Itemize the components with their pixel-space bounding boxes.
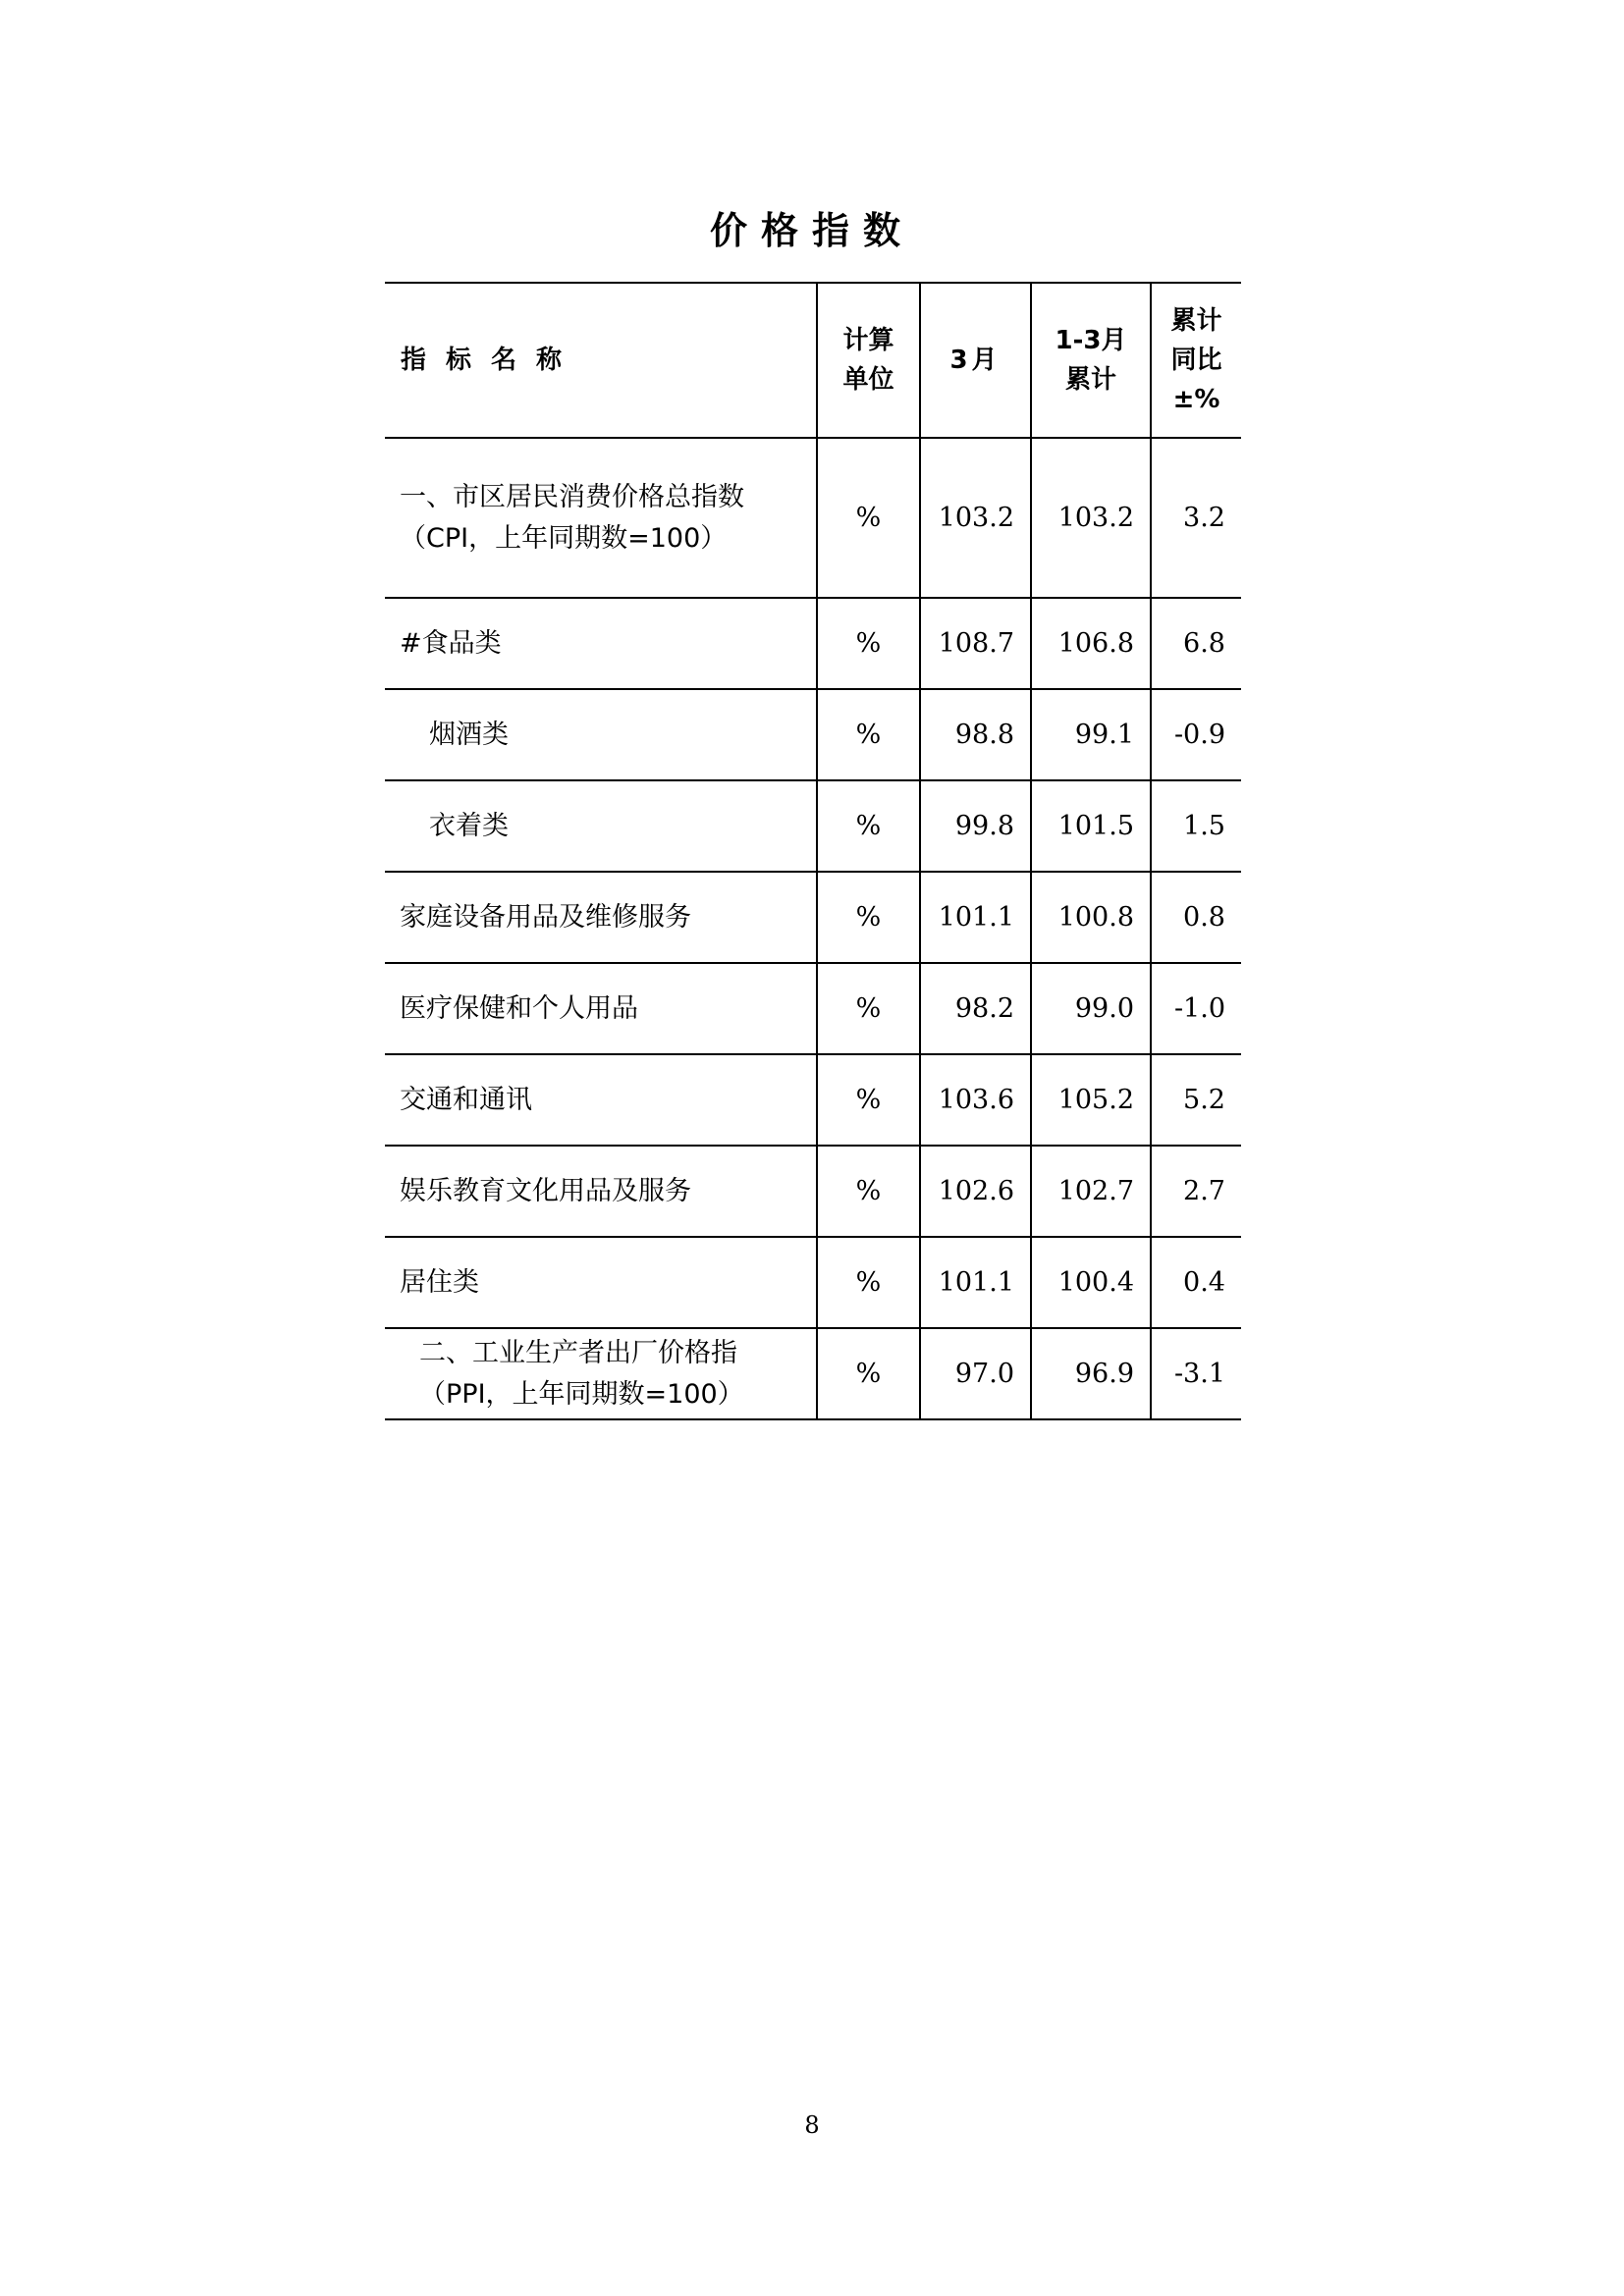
- table-header-row: [385, 283, 1241, 438]
- table-row: [385, 438, 1241, 598]
- row-name: 居住类: [385, 1237, 817, 1328]
- row-cumulative-value: 100.8: [1031, 872, 1151, 963]
- table-row: [385, 872, 1241, 963]
- table-row: [385, 1328, 1241, 1419]
- header-yoy: [1151, 283, 1241, 438]
- row-march-value: 97.0: [920, 1328, 1031, 1419]
- header-march: [920, 283, 1031, 438]
- row-yoy-value: 3.2: [1151, 438, 1241, 598]
- row-unit: %: [817, 1328, 920, 1419]
- row-cumulative-value: 101.5: [1031, 780, 1151, 872]
- row-march-value: 103.6: [920, 1054, 1031, 1146]
- row-yoy-value: 1.5: [1151, 780, 1241, 872]
- row-cumulative-value: 99.1: [1031, 689, 1151, 780]
- header-yoy-line2: 同比: [1170, 346, 1222, 375]
- row-unit: %: [817, 780, 920, 872]
- table-row: [385, 598, 1241, 689]
- row-march-value: 98.2: [920, 963, 1031, 1054]
- row-name-line1: 一、市区居民消费价格总指数: [400, 481, 744, 512]
- row-unit: %: [817, 1054, 920, 1146]
- row-unit: %: [817, 689, 920, 780]
- row-yoy-value: -3.1: [1151, 1328, 1241, 1419]
- row-name: 医疗保健和个人用品: [385, 963, 817, 1054]
- row-cumulative-value: 105.2: [1031, 1054, 1151, 1146]
- row-unit: %: [817, 963, 920, 1054]
- row-cumulative-value: 106.8: [1031, 598, 1151, 689]
- row-cumulative-value: 103.2: [1031, 438, 1151, 598]
- row-unit: %: [817, 438, 920, 598]
- header-cumulative: [1031, 283, 1151, 438]
- row-name-line2: （CPI，上年同期数=100）: [400, 522, 728, 554]
- row-yoy-value: 6.8: [1151, 598, 1241, 689]
- row-march-value: 101.1: [920, 1237, 1031, 1328]
- row-name: 衣着类: [385, 780, 817, 872]
- row-name-line1: 二、工业生产者出厂价格指: [419, 1337, 737, 1368]
- table-row: [385, 963, 1241, 1054]
- row-unit: %: [817, 872, 920, 963]
- table-row: [385, 1237, 1241, 1328]
- row-yoy-value: 0.8: [1151, 872, 1241, 963]
- header-yoy-line3: ±%: [1172, 385, 1220, 414]
- table-row: [385, 1146, 1241, 1237]
- header-cumulative-line1: 1-3月: [1055, 326, 1127, 355]
- row-cumulative-value: 99.0: [1031, 963, 1151, 1054]
- row-march-value: 103.2: [920, 438, 1031, 598]
- header-unit-line2: 单位: [842, 365, 894, 395]
- row-yoy-value: 0.4: [1151, 1237, 1241, 1328]
- row-name: 交通和通讯: [385, 1054, 817, 1146]
- row-march-value: 98.8: [920, 689, 1031, 780]
- table-row: [385, 780, 1241, 872]
- row-name: 娱乐教育文化用品及服务: [385, 1146, 817, 1237]
- row-yoy-value: -0.9: [1151, 689, 1241, 780]
- row-yoy-value: 5.2: [1151, 1054, 1241, 1146]
- table-row: [385, 1054, 1241, 1146]
- row-name: 家庭设备用品及维修服务: [385, 872, 817, 963]
- header-unit-line1: 计算: [842, 326, 894, 355]
- page-number: 8: [804, 2111, 820, 2139]
- page-title: 价格指数: [709, 209, 914, 252]
- header-indicator-name: 指标名称: [385, 283, 817, 438]
- header-unit: [817, 283, 920, 438]
- table-row: [385, 689, 1241, 780]
- row-name: #食品类: [385, 598, 817, 689]
- row-cumulative-value: 96.9: [1031, 1328, 1151, 1419]
- row-march-value: 99.8: [920, 780, 1031, 872]
- row-name-line2: （PPI，上年同期数=100）: [419, 1378, 744, 1410]
- row-name: 烟酒类: [385, 689, 817, 780]
- price-index-table: [385, 282, 1241, 1420]
- row-cumulative-value: 102.7: [1031, 1146, 1151, 1237]
- row-unit: %: [817, 598, 920, 689]
- row-name-cpi: [385, 438, 817, 598]
- row-name-ppi: [385, 1328, 817, 1419]
- row-yoy-value: 2.7: [1151, 1146, 1241, 1237]
- row-march-value: 108.7: [920, 598, 1031, 689]
- header-cumulative-line2: 累计: [1064, 365, 1116, 395]
- header-march-label: 3月: [949, 346, 1001, 375]
- row-unit: %: [817, 1237, 920, 1328]
- row-cumulative-value: 100.4: [1031, 1237, 1151, 1328]
- header-yoy-line1: 累计: [1170, 306, 1222, 336]
- row-march-value: 102.6: [920, 1146, 1031, 1237]
- row-yoy-value: -1.0: [1151, 963, 1241, 1054]
- row-march-value: 101.1: [920, 872, 1031, 963]
- row-unit: %: [817, 1146, 920, 1237]
